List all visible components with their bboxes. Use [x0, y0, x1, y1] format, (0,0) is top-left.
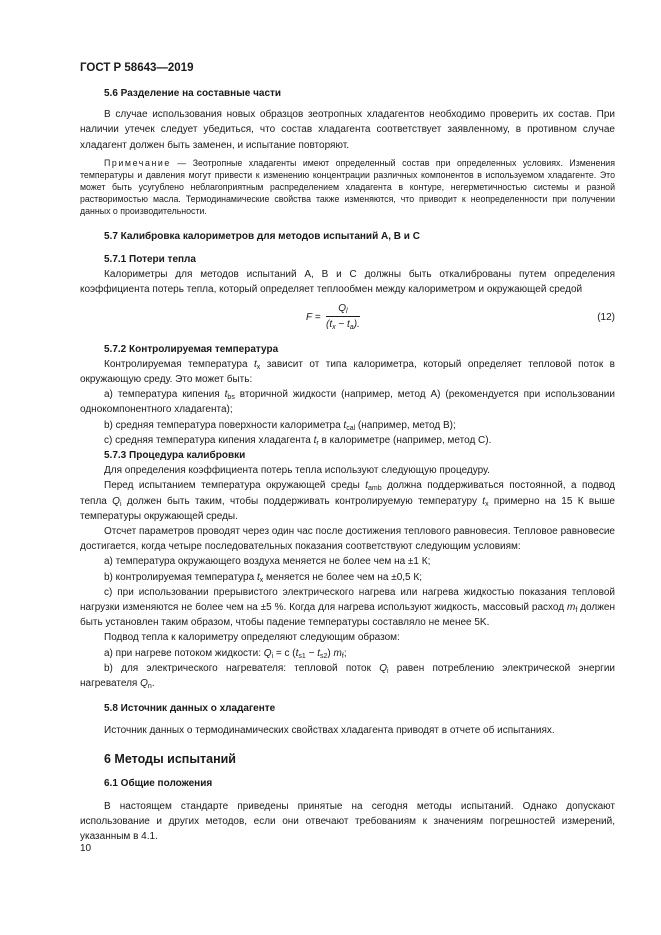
- formula-lhs: F =: [306, 311, 321, 323]
- section-5-7-1-paragraph: Калориметры для методов испытаний А, В и С должны быть откалиброваны путем определения коэффициента потерь тепла, который определяет теплообмен между калориметром и окружающей средой: [80, 269, 615, 296]
- section-5-7-2-title: 5.7.2 Контролируемая температура: [104, 343, 279, 355]
- formula-fraction: [326, 302, 360, 332]
- page-content: [80, 86, 615, 845]
- heat-input-b: b) для электрического нагревателя: тепловой поток $Q_i$ равен потреблению электрической энергии нагревателя $Q_n$.: [80, 662, 615, 691]
- section-5-7-3-paragraph-3: Отсчет параметров проводят через один час после достижения теплового равновесия. Тепловое равновесие достигается, когда четыре последовательных показания соответствуют следующим условиям:: [80, 526, 615, 553]
- list-item-a: a) температура кипения $t_{bs}$ вторичной жидкости (например, метод А) (рекомендуется при использовании однокомпонентного хладагента);: [80, 389, 615, 416]
- section-6-1-title: 6.1 Общие положения: [104, 777, 213, 789]
- page-number: 10: [80, 843, 92, 854]
- section-6-title: 6 Методы испытаний: [104, 751, 236, 766]
- condition-b: b) контролируемая температура $t_x$ меняется не более чем на ±0,5 К;: [104, 571, 423, 584]
- section-5-7-2-paragraph: Контролируемая температура $t_x$ зависит от типа калориметра, который определяет тепловой поток в окружающую среду. Это может быть:: [80, 358, 615, 386]
- formula-number: (12): [597, 311, 615, 323]
- section-5-6-title: 5.6 Разделение на составные части: [104, 88, 282, 99]
- section-5-7-3-paragraph-4: Подвод тепла к калориметру определяют следующим образом:: [104, 632, 400, 644]
- section-5-7-3-paragraph-2: Перед испытанием температура окружающей среды $t_{amb}$ должна поддерживаться постоянной, а подвод тепла $Q_i$ должен быть таким, чтобы поддерживать контролируемую температуру $t_x$ примерно на 15 К выше температуры окружающей среды.: [80, 480, 615, 522]
- section-5-8-title: 5.8 Источник данных о хладагенте: [104, 703, 276, 715]
- heat-input-a: a) при нагреве потоком жидкости: $Q_i = c$ $(t_{s1} - t_{s2})$ $m_f$;: [104, 647, 347, 660]
- section-5-7-1-title: 5.7.1 Потери тепла: [104, 254, 196, 266]
- condition-a: a) температура окружающего воздуха меняется не более чем на ±1 К;: [104, 556, 431, 568]
- section-5-8-paragraph: Источник данных о термодинамических свойствах хладагента приводят в отчете об испытаниях.: [104, 724, 555, 736]
- condition-c: c) при использовании прерывистого электрического нагрева или нагрева жидкостью показания тепловой нагрузки изменяются не более чем на ±5 %. Когда для нагрева используют жидкость, массовый расход $m_f$ должен быть установлен таким образом, чтобы падение температуры составляло не менее 5K.: [80, 586, 615, 629]
- list-item-b: b) средняя температура поверхности калориметра $t_{cal}$ (например, метод В);: [104, 419, 456, 432]
- list-item-c: c) средняя температура кипения хладагента $t_r$ в калориметре (например, метод С).: [104, 434, 492, 447]
- formula-denominator: $(t_x - t_a)$.: [326, 318, 360, 331]
- section-5-7-title: 5.7 Калибровка калориметров для методов испытаний А, В и С: [104, 230, 420, 242]
- section-5-7-3-title: 5.7.3 Процедура калибровки: [104, 450, 246, 462]
- formula-numerator: $Q_l$: [326, 302, 360, 317]
- section-6-1-paragraph: В настоящем стандарте приведены принятые на сегодня методы испытаний. Однако допускают использование и других методов, если они отвечают требованиям к значениям погрешностей измерений, указанным в 4.1.: [80, 800, 615, 843]
- note-text: — Зеотропные хладагенты имеют определенный состав при определенных условиях. Изменения температуры и давления могут привести к изменению концентрации различных компонентов в используемом хладагенте. Это может быть усугублено неблагоприятным распределением хладагента в контуре, негерметичностью системы и разной растворимостью масла. Термодинамические свойства также изменяются, что приводит к неопределенности при получении данных о производительности.: [80, 157, 615, 216]
- document-id: ГОСТ Р 58643—2019: [80, 62, 194, 74]
- section-5-6-paragraph: В случае использования новых образцов зеотропных хладагентов необходимо проверить их состав. При наличии утечек следует убедиться, что состав хладагента соответствует заявленному, в противном случае хладагент должен быть заменен, и испытание повторяют.: [80, 109, 615, 151]
- note-label: Примечание: [104, 157, 171, 168]
- section-5-7-3-paragraph-1: Для определения коэффициента потерь тепла используют следующую процедуру.: [104, 465, 490, 477]
- section-5-6-note: [80, 157, 615, 217]
- formula-12: [80, 302, 615, 336]
